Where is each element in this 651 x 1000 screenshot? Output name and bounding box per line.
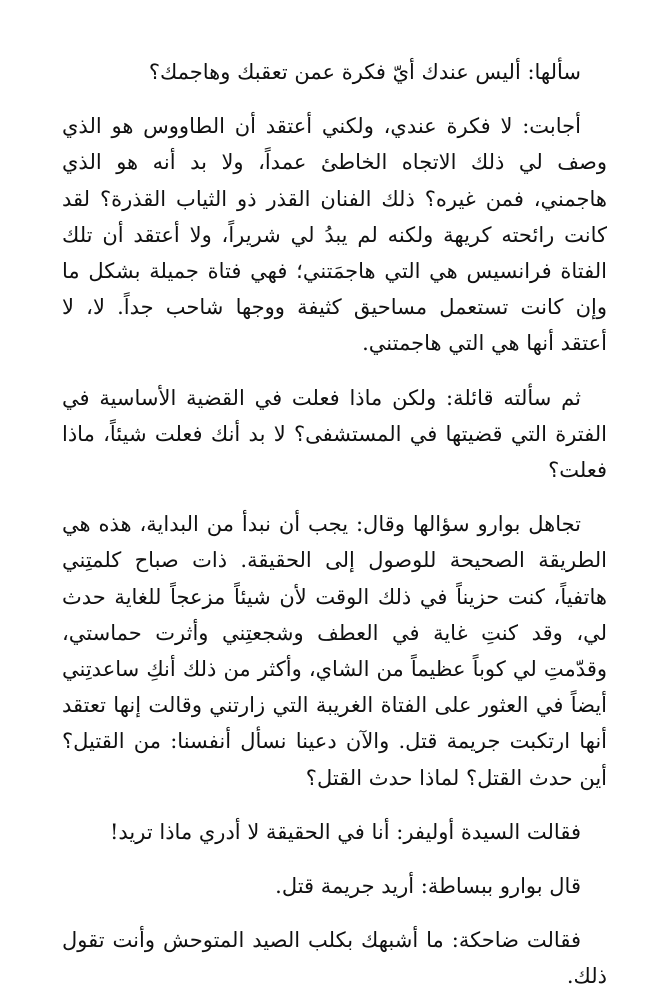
paragraph-6: قال بوارو ببساطة: أريد جريمة قتل.: [275, 874, 581, 899]
paragraph-4: تجاهل بوارو سؤالها وقال: يجب أن نبدأ من البداية، هذه هي الطريقة الصحيحة للوصول إلى الحقيقة. ذات صباح كلمتِني هاتفياً، كنت حزيناً في ذلك الوقت لأن شيئاً مزعجاً للغاية حدث لي، وقد كنتِ غاية في العطف وشجعتِني وأثرت حماستي، وقدّمتِ لي كوباً عظيماً من الشاي، وأكثر من ذلك أنكِ ساعدتِني أيضاً في العثور على الفتاة الغريبة التي زارتني وقالت إنها تعتقد أنها ارتكبت جريمة قتل. والآن دعينا نسأل أنفسنا: من القتيل؟ أين حدث القتل؟ لماذا حدث القتل؟: [62, 512, 607, 790]
paragraph-5: فقالت السيدة أوليفر: أنا في الحقيقة لا أدري ماذا تريد!: [109, 819, 581, 844]
book-page: [62, 54, 607, 995]
paragraph-1: سألها: أليس عندك أيّ فكرة عمن تعقبك وهاجمك؟: [148, 60, 581, 84]
paragraph-3: ثم سألته قائلة: ولكن ماذا فعلت في القضية الأساسية في الفترة التي قضيتها في المستشفى؟ لا بد أنك فعلت شيئاً، ماذا فعلت؟: [62, 385, 607, 483]
paragraph-7: فقالت ضاحكة: ما أشبهك بكلب الصيد المتوحش وأنت تقول ذلك.: [62, 928, 607, 989]
paragraph-2: أجابت: لا فكرة عندي، ولكني أعتقد أن الطاووس هو الذي وصف لي ذلك الاتجاه الخاطئ عمداً، ولا بد أنه هو الذي هاجمني، فمن غيره؟ ذلك الفنان القذر ذو الثياب القذرة؟ لقد كانت رائحته كريهة ولكنه لم يبدُ لي شريراً، ولا أعتقد أن تلك الفتاة فرانسيس هي التي هاجمَتني؛ فهي فتاة جميلة بشكل ما وإن كانت تستعمل مساحيق كثيفة ووجها شاحب جداً. لا، لا أعتقد أنها هي التي هاجمتني.: [62, 114, 607, 356]
